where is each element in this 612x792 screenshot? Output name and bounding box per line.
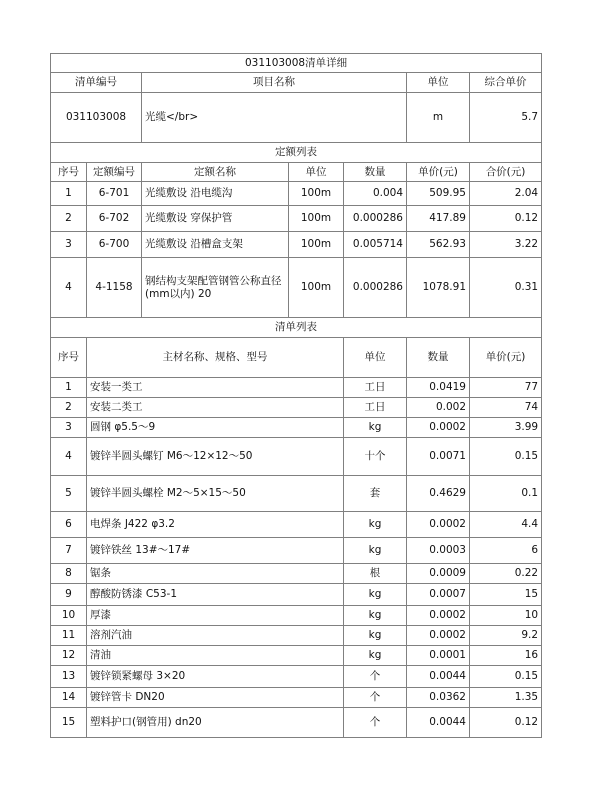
material-row (51, 418, 542, 438)
material-unit: 个 (344, 708, 407, 738)
material-seq: 10 (51, 606, 87, 626)
quota-price: 509.95 (407, 182, 470, 206)
header-price-label: 综合单价 (470, 73, 542, 93)
material-price: 1.35 (470, 688, 542, 708)
material-qty: 0.0003 (407, 538, 470, 564)
quota-seq: 4 (51, 258, 87, 318)
material-unit: 工日 (344, 398, 407, 418)
title-row (51, 54, 542, 73)
material-name: 镀锌半圆头螺钉 M6～12×12～50 (87, 438, 344, 476)
doc-title: 031103008清单详细 (51, 54, 542, 73)
material-unit: 工日 (344, 378, 407, 398)
material-qty: 0.0071 (407, 438, 470, 476)
material-seq: 4 (51, 438, 87, 476)
material-name: 醇酸防锈漆 C53-1 (87, 584, 344, 606)
quota-price: 417.89 (407, 206, 470, 232)
quota-code: 6-700 (87, 232, 142, 258)
quota-code: 6-701 (87, 182, 142, 206)
quota-qty: 0.000286 (344, 206, 407, 232)
material-row (51, 626, 542, 646)
material-price: 16 (470, 646, 542, 666)
material-name: 锯条 (87, 564, 344, 584)
material-seq: 5 (51, 476, 87, 512)
quota-seq: 2 (51, 206, 87, 232)
header-label-row (51, 73, 542, 93)
material-price: 9.2 (470, 626, 542, 646)
material-unit: kg (344, 606, 407, 626)
material-qty: 0.0002 (407, 626, 470, 646)
quota-header-row (51, 163, 542, 182)
material-seq: 2 (51, 398, 87, 418)
material-row (51, 688, 542, 708)
quota-price: 1078.91 (407, 258, 470, 318)
quota-unit: 100m (289, 258, 344, 318)
mat-col-seq: 序号 (51, 338, 87, 378)
material-qty: 0.0001 (407, 646, 470, 666)
quota-section-row (51, 143, 542, 163)
material-row (51, 378, 542, 398)
material-row (51, 538, 542, 564)
quota-unit: 100m (289, 182, 344, 206)
material-unit: 根 (344, 564, 407, 584)
quota-col-total: 合价(元) (470, 163, 542, 182)
quota-col-unit: 单位 (289, 163, 344, 182)
material-qty: 0.0362 (407, 688, 470, 708)
material-seq: 14 (51, 688, 87, 708)
material-seq: 12 (51, 646, 87, 666)
header-unit-label: 单位 (407, 73, 470, 93)
quota-unit: 100m (289, 206, 344, 232)
material-seq: 13 (51, 666, 87, 688)
material-qty: 0.0002 (407, 418, 470, 438)
material-price: 0.12 (470, 708, 542, 738)
material-unit: 个 (344, 666, 407, 688)
material-row (51, 606, 542, 626)
quota-total: 0.12 (470, 206, 542, 232)
material-price: 15 (470, 584, 542, 606)
quota-qty: 0.004 (344, 182, 407, 206)
materials-section-row (51, 318, 542, 338)
header-code-label: 清单编号 (51, 73, 142, 93)
material-row (51, 584, 542, 606)
material-price: 6 (470, 538, 542, 564)
quota-col-code: 定额编号 (87, 163, 142, 182)
material-seq: 9 (51, 584, 87, 606)
header-value-row (51, 93, 542, 143)
bill-price: 5.7 (470, 93, 542, 143)
material-name: 安装一类工 (87, 378, 344, 398)
material-row (51, 438, 542, 476)
material-price: 0.15 (470, 438, 542, 476)
mat-col-name: 主材名称、规格、型号 (87, 338, 344, 378)
quota-row (51, 258, 542, 318)
material-row (51, 564, 542, 584)
material-name: 厚漆 (87, 606, 344, 626)
material-price: 0.1 (470, 476, 542, 512)
quota-total: 0.31 (470, 258, 542, 318)
material-row (51, 708, 542, 738)
material-name: 镀锌锁紧螺母 3×20 (87, 666, 344, 688)
material-row (51, 512, 542, 538)
material-name: 镀锌铁丝 13#～17# (87, 538, 344, 564)
material-seq: 1 (51, 378, 87, 398)
material-unit: kg (344, 646, 407, 666)
material-qty: 0.0044 (407, 666, 470, 688)
material-unit: kg (344, 584, 407, 606)
material-row (51, 476, 542, 512)
quota-section-title: 定额列表 (51, 143, 542, 163)
material-unit: 个 (344, 688, 407, 708)
material-name: 清油 (87, 646, 344, 666)
material-qty: 0.002 (407, 398, 470, 418)
quota-seq: 1 (51, 182, 87, 206)
quota-name: 钢结构支架配管钢管公称直径(mm以内) 20 (142, 258, 289, 318)
material-seq: 8 (51, 564, 87, 584)
material-seq: 7 (51, 538, 87, 564)
bill-detail-table (50, 53, 542, 738)
mat-col-qty: 数量 (407, 338, 470, 378)
material-name: 镀锌管卡 DN20 (87, 688, 344, 708)
material-price: 77 (470, 378, 542, 398)
quota-col-name: 定额名称 (142, 163, 289, 182)
mat-col-price: 单价(元) (470, 338, 542, 378)
quota-name: 光缆敷设 沿槽盒支架 (142, 232, 289, 258)
quota-seq: 3 (51, 232, 87, 258)
quota-row (51, 232, 542, 258)
material-unit: kg (344, 418, 407, 438)
quota-price: 562.93 (407, 232, 470, 258)
material-name: 电焊条 J422 φ3.2 (87, 512, 344, 538)
material-qty: 0.0009 (407, 564, 470, 584)
material-qty: 0.0044 (407, 708, 470, 738)
material-unit: 十个 (344, 438, 407, 476)
material-seq: 3 (51, 418, 87, 438)
bill-unit: m (407, 93, 470, 143)
material-price: 10 (470, 606, 542, 626)
header-name-label: 项目名称 (142, 73, 407, 93)
quota-col-qty: 数量 (344, 163, 407, 182)
material-price: 74 (470, 398, 542, 418)
quota-total: 3.22 (470, 232, 542, 258)
material-unit: kg (344, 626, 407, 646)
materials-section-title: 清单列表 (51, 318, 542, 338)
material-name: 溶剂汽油 (87, 626, 344, 646)
material-unit: kg (344, 538, 407, 564)
quota-name: 光缆敷设 穿保护管 (142, 206, 289, 232)
material-unit: 套 (344, 476, 407, 512)
material-name: 安装二类工 (87, 398, 344, 418)
quota-row (51, 182, 542, 206)
material-price: 4.4 (470, 512, 542, 538)
material-price: 0.22 (470, 564, 542, 584)
quota-total: 2.04 (470, 182, 542, 206)
quota-qty: 0.000286 (344, 258, 407, 318)
material-qty: 0.4629 (407, 476, 470, 512)
material-qty: 0.0002 (407, 512, 470, 538)
material-name: 圆钢 φ5.5～9 (87, 418, 344, 438)
quota-code: 6-702 (87, 206, 142, 232)
material-qty: 0.0007 (407, 584, 470, 606)
bill-code: 031103008 (51, 93, 142, 143)
quota-name: 光缆敷设 沿电缆沟 (142, 182, 289, 206)
material-name: 镀锌半圆头螺栓 M2～5×15～50 (87, 476, 344, 512)
quota-qty: 0.005714 (344, 232, 407, 258)
material-price: 0.15 (470, 666, 542, 688)
quota-code: 4-1158 (87, 258, 142, 318)
material-price: 3.99 (470, 418, 542, 438)
material-name: 塑料护口(钢管用) dn20 (87, 708, 344, 738)
bill-name: 光缆</br> (142, 93, 407, 143)
mat-col-unit: 单位 (344, 338, 407, 378)
material-unit: kg (344, 512, 407, 538)
material-seq: 6 (51, 512, 87, 538)
material-row (51, 646, 542, 666)
material-row (51, 398, 542, 418)
material-row (51, 666, 542, 688)
material-seq: 15 (51, 708, 87, 738)
quota-row (51, 206, 542, 232)
quota-col-seq: 序号 (51, 163, 87, 182)
material-qty: 0.0419 (407, 378, 470, 398)
material-qty: 0.0002 (407, 606, 470, 626)
material-seq: 11 (51, 626, 87, 646)
quota-col-price: 单价(元) (407, 163, 470, 182)
quota-unit: 100m (289, 232, 344, 258)
materials-header-row (51, 338, 542, 378)
